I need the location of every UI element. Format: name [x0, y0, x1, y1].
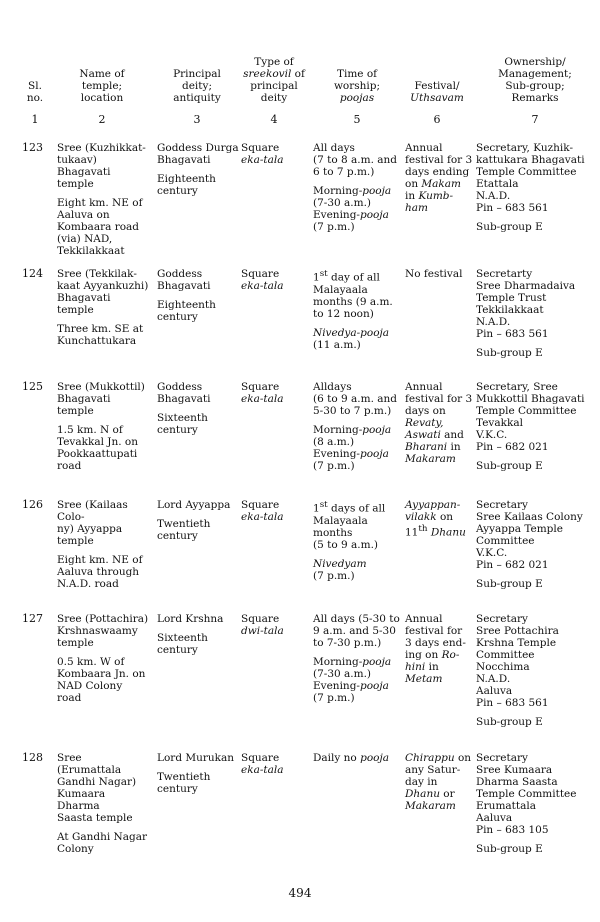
cell-ownership: Secretary Sree Pottachira Krshna Temple Committee Nocchima N.A.D. Aaluva Pin – 683 561 Sub-group E	[476, 613, 559, 728]
page-number: 494	[288, 886, 312, 900]
column-number: 6	[433, 113, 441, 126]
column-header-festival: Festival/ Uthsavam	[410, 80, 464, 104]
serial-number: 125	[22, 380, 43, 393]
cell-festival: Annual festival for 3 days ending on Makam in Kumb- ham	[405, 142, 473, 214]
cell-time: All days (7 to 8 a.m. and 6 to 7 p.m.) Morning-pooja (7-30 a.m.) Evening-pooja (7 p.m.)	[313, 142, 397, 233]
cell-ownership: Secretarty Sree Dharmadaiva Temple Trust Tekkilakkaat N.A.D. Pin – 683 561 Sub-group E	[476, 268, 576, 359]
serial-number: 128	[22, 751, 43, 764]
cell-ownership: Secretary, Sree Mukkottil Bhagavati Temple Committee Tevakkal V.K.C. Pin – 682 021 Sub-group E	[476, 381, 585, 472]
cell-deity: Goddess Bhagavati Sixteenth century	[157, 381, 211, 436]
cell-name: Sree (Pottachira) Krshnaswaamy temple 0.5 km. W of Kombaara Jn. on NAD Colony road	[57, 613, 149, 704]
serial-number: 123	[22, 141, 43, 154]
cell-name: Sree (Mukkottil) Bhagavati temple 1.5 km. N of Tevakkal Jn. on Pookkaattupati road	[57, 381, 145, 472]
cell-time: Daily no pooja	[313, 752, 389, 764]
cell-deity: Goddess Durga Bhagavati Eighteenth century	[157, 142, 239, 197]
cell-time: Alldays (6 to 9 a.m. and 5-30 to 7 p.m.) Morning-pooja (8 a.m.) Evening-pooja (7 p.m.)	[313, 381, 397, 472]
column-header-name: Name of temple; location	[79, 68, 125, 104]
column-header-type: Type of sreekovil of principal deity	[243, 56, 305, 104]
cell-name: Sree (Kuzhikkat- tukaav) Bhagavati temple Eight km. NE of Aaluva on Kombaara road (via) NAD, Tekkilakkaat	[57, 142, 146, 257]
cell-festival: No festival	[405, 268, 463, 280]
cell-festival: Ayyappan- vilakk on 11th Dhanu	[405, 499, 466, 539]
column-number: 4	[270, 113, 278, 126]
cell-festival: Chirappu on any Satur- day in Dhanu or Makaram	[405, 752, 472, 812]
serial-number: 127	[22, 612, 43, 625]
column-number: 2	[98, 113, 106, 126]
cell-time: 1st days of all Malayaala months (5 to 9 a.m.) Nivedyam (7 p.m.)	[313, 500, 386, 582]
column-number: 1	[31, 113, 39, 126]
column-header-ownership: Ownership/ Management; Sub-group; Remarks	[498, 56, 572, 104]
cell-name: Sree (Erumattala Gandhi Nagar) Kumaara Dharma Saasta temple At Gandhi Nagar Colony	[57, 752, 147, 855]
serial-number: 124	[22, 267, 43, 280]
cell-deity: Lord Ayyappa Twentieth century	[157, 499, 231, 542]
cell-festival: Annual festival for 3 days end- ing on Ro- hini in Metam	[405, 613, 466, 685]
column-header-time: Time of worship; poojas	[333, 68, 381, 104]
cell-time: All days (5-30 to 9 a.m. and 5-30 to 7-30 p.m.) Morning-pooja (7-30 a.m.) Evening-pooja (7 p.m.)	[313, 613, 400, 704]
cell-type: Square eka-tala	[241, 142, 284, 166]
cell-name: Sree (Tekkilak- kaat Ayyankuzhi) Bhagavati temple Three km. SE at Kunchattukara	[57, 268, 149, 347]
cell-deity: Goddess Bhagavati Eighteenth century	[157, 268, 216, 323]
cell-name: Sree (Kailaas Colo- ny) Ayyappa temple Eight km. NE of Aaluva through N.A.D. road	[57, 499, 143, 590]
serial-number: 126	[22, 498, 43, 511]
cell-time: 1st day of all Malayaala months (9 a.m. to 12 noon) Nivedya-pooja (11 a.m.)	[313, 269, 393, 351]
column-number: 5	[353, 113, 361, 126]
cell-type: Square dwi-tala	[241, 613, 284, 637]
cell-deity: Lord Krshna Sixteenth century	[157, 613, 224, 656]
cell-festival: Annual festival for 3 days on Revaty, Aswati and Bharani in Makaram	[405, 381, 473, 465]
cell-type: Square eka-tala	[241, 381, 284, 405]
cell-deity: Lord Murukan Twentieth century	[157, 752, 235, 795]
column-header-sl: Sl. no.	[26, 80, 44, 104]
cell-ownership: Secretary, Kuzhik- kattukara Bhagavati Temple Committee Etattala N.A.D. Pin – 683 561 Sub-group E	[476, 142, 585, 233]
cell-type: Square eka-tala	[241, 752, 284, 776]
cell-type: Square eka-tala	[241, 268, 284, 292]
column-number: 7	[531, 113, 539, 126]
cell-ownership: Secretary Sree Kumaara Dharma Saasta Temple Committee Erumattala Aaluva Pin – 683 105 Sub-group E	[476, 752, 577, 855]
cell-ownership: Secretary Sree Kailaas Colony Ayyappa Temple Committee V.K.C. Pin – 682 021 Sub-group E	[476, 499, 583, 590]
cell-type: Square eka-tala	[241, 499, 284, 523]
column-header-deity: Principal deity; antiquity	[173, 68, 221, 104]
column-number: 3	[193, 113, 201, 126]
